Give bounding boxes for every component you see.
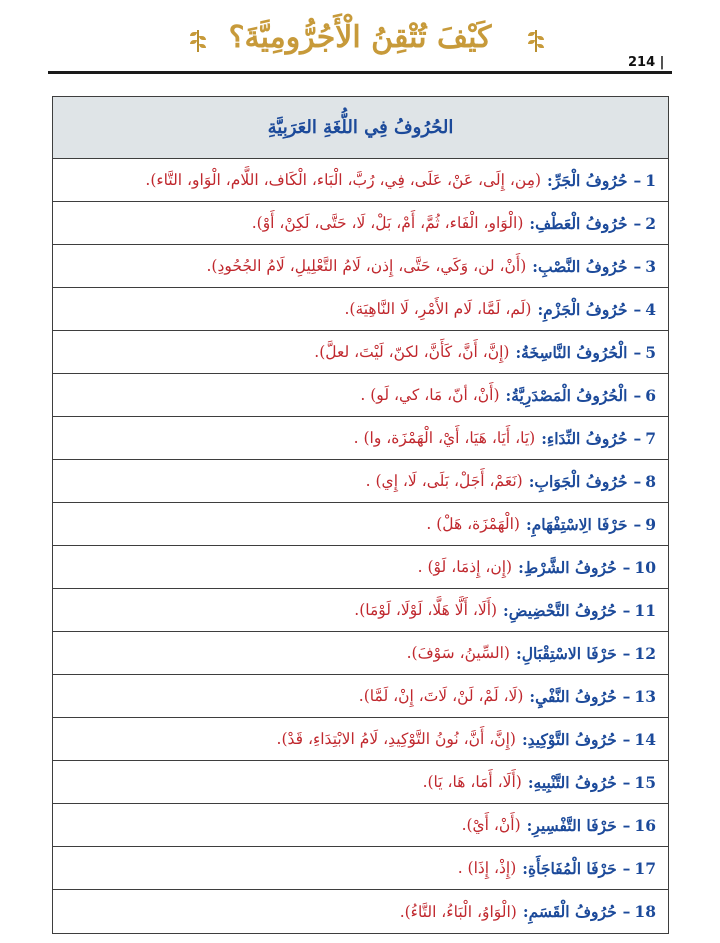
table-row	[53, 804, 668, 847]
row-term: حُرُوفُ الْجَزْمِ:	[537, 299, 628, 319]
row-dash: –	[622, 815, 631, 835]
row-number: 9	[645, 514, 656, 534]
row-dash: –	[622, 729, 631, 749]
table-row	[53, 374, 668, 417]
table-row	[53, 546, 668, 589]
table-heading: الحُرُوفُ فِي اللُّغَةِ العَرَبِيَّةِ	[53, 97, 668, 159]
table-row	[53, 761, 668, 804]
row-letters: (لَا، لَمْ، لَنْ، لَاتَ، إِنْ، لَمَّا).	[358, 687, 524, 705]
row-dash: –	[622, 686, 631, 706]
row-dash: –	[622, 643, 631, 663]
row-number: 5	[645, 342, 656, 362]
row-letters: (السِّينُ، سَوْفَ).	[406, 644, 510, 662]
row-letters: (مِن، إِلَى، عَنْ، عَلَى، فِي، رُبَّ، الْبَاء، الْكَاف، اللَّام، الْوَاو، التَّاء).	[145, 171, 542, 189]
row-term: حُرُوفُ الْجَوَابِ:	[528, 471, 628, 491]
table-row	[53, 245, 668, 288]
row-dash: –	[633, 299, 642, 319]
row-number: 4	[645, 299, 656, 319]
row-term: الْحُرُوفُ النَّاسِخَةُ:	[515, 342, 628, 362]
row-term: حُرُوفُ الْعَطْفِ:	[529, 213, 628, 233]
table-row	[53, 288, 668, 331]
row-term: حُرُوفُ الشَّرْطِ:	[518, 557, 617, 577]
table-row	[53, 718, 668, 761]
row-number: 1	[645, 170, 656, 190]
leaf-ornament-icon	[528, 28, 544, 54]
table-row	[53, 632, 668, 675]
page-number: 214 |	[628, 55, 665, 70]
book-title: كَيْفَ تُتْقِنُ الْأَجُرُّومِيَّةَ؟	[228, 20, 492, 55]
row-letters: (لَم، لَمَّا، لَام الأَمْرِ، لَا النَّاهِيَة).	[344, 300, 532, 318]
row-term: حُرُوفُ التَّحْضِيضِ:	[503, 600, 617, 620]
row-letters: (أَلَا، أَلَّا هَلَّا، لَوْلَا، لَوْمَا).	[354, 601, 498, 619]
table-row	[53, 460, 668, 503]
table-row	[53, 331, 668, 374]
row-letters: (نَعَمْ، أَجَلْ، بَلَى، لَا، إِي) .	[365, 472, 523, 490]
row-term: حُرُوفُ النَّفْيِ:	[529, 686, 617, 706]
row-letters: (إِنَّ، أَنَّ، نُونُ التَّوْكِيدِ، لَامُ الابْتِدَاءِ، قَدْ).	[276, 730, 516, 748]
table-row	[53, 202, 668, 245]
row-number: 14	[634, 729, 656, 749]
row-term: حَرْفَا الْمُفَاجَأَةِ:	[522, 858, 617, 878]
row-term: حُرُوفُ الْجَرِّ:	[547, 170, 628, 190]
row-term: حُرُوفُ التَّوْكِيدِ:	[521, 729, 617, 749]
row-number: 12	[634, 643, 656, 663]
row-number: 13	[634, 686, 656, 706]
row-term: حُرُوفُ الْقَسَمِ:	[522, 902, 617, 921]
row-dash: –	[633, 471, 642, 491]
row-dash: –	[622, 858, 631, 878]
row-number: 11	[634, 600, 656, 620]
table-row	[53, 890, 668, 933]
row-letters: (أَنْ، أنّ، مَا، كي، لَو) .	[360, 386, 500, 404]
row-dash: –	[622, 600, 631, 620]
row-dash: –	[622, 902, 631, 921]
row-dash: –	[633, 428, 642, 448]
row-number: 18	[634, 902, 656, 921]
row-number: 2	[645, 213, 656, 233]
header-rule	[48, 71, 672, 74]
row-number: 8	[645, 471, 656, 491]
letters-table	[52, 96, 669, 934]
row-dash: –	[633, 213, 642, 233]
page-header	[0, 0, 720, 80]
row-dash: –	[622, 772, 631, 792]
table-row	[53, 159, 668, 202]
table-row	[53, 503, 668, 546]
row-term: حُرُوفُ التَّنْبِيهِ:	[527, 772, 617, 792]
row-number: 7	[645, 428, 656, 448]
row-term: حَرْفَا الِاسْتِفْهَامِ:	[525, 514, 628, 534]
row-term: حَرْفَا التَّفْسِيرِ:	[526, 815, 617, 835]
row-dash: –	[633, 170, 642, 190]
row-number: 6	[645, 385, 656, 405]
table-row	[53, 847, 668, 890]
row-number: 10	[634, 557, 656, 577]
row-term: حُرُوفُ النِّدَاءِ:	[541, 428, 628, 448]
row-dash: –	[633, 342, 642, 362]
row-letters: (أَنْ، أَيْ).	[461, 816, 521, 834]
row-number: 15	[634, 772, 656, 792]
row-letters: (أَنْ، لن، وَكَي، حَتَّى، إِذن، لَامُ التَّعْلِيلِ، لَامُ الجُحُودِ).	[206, 257, 527, 275]
table-body	[53, 159, 668, 933]
row-number: 16	[634, 815, 656, 835]
row-dash: –	[622, 557, 631, 577]
row-term: حُرُوفُ النَّصْبِ:	[532, 256, 628, 276]
row-letters: (أَلَا، أَمَا، هَا، يَا).	[422, 773, 522, 791]
row-term: الْحُرُوفُ الْمَصْدَرِيَّةُ:	[505, 385, 628, 405]
row-dash: –	[633, 385, 642, 405]
table-row	[53, 589, 668, 632]
row-number: 17	[634, 858, 656, 878]
table-row	[53, 417, 668, 460]
row-letters: (إِذْ، إِذَا) .	[457, 859, 517, 877]
row-dash: –	[633, 514, 642, 534]
table-row	[53, 675, 668, 718]
row-letters: (إِن، إِذمَا، لَوْ) .	[417, 558, 513, 576]
row-letters: (الْوَاو، الْفَاء، ثُمَّ، أَمْ، بَلْ، لَا، حَتَّى، لَكِنْ، أَوْ).	[251, 214, 524, 232]
row-term: حَرْفَا الاسْتِقْبَالِ:	[515, 643, 617, 663]
row-dash: –	[633, 256, 642, 276]
row-letters: (إِنَّ، أَنَّ، كَأَنَّ، لكنّ، لَيْتَ، لعلَّ).	[314, 343, 510, 361]
row-letters: (الْهَمْزَة، هَلْ) .	[426, 515, 520, 533]
row-letters: (يَا، أَيَا، هَيَا، أَيْ، الْهَمْزَة، وا) .	[353, 429, 536, 447]
row-number: 3	[645, 256, 656, 276]
row-letters: (الْوَاوُ، الْبَاءُ، التَّاءُ).	[399, 902, 517, 921]
